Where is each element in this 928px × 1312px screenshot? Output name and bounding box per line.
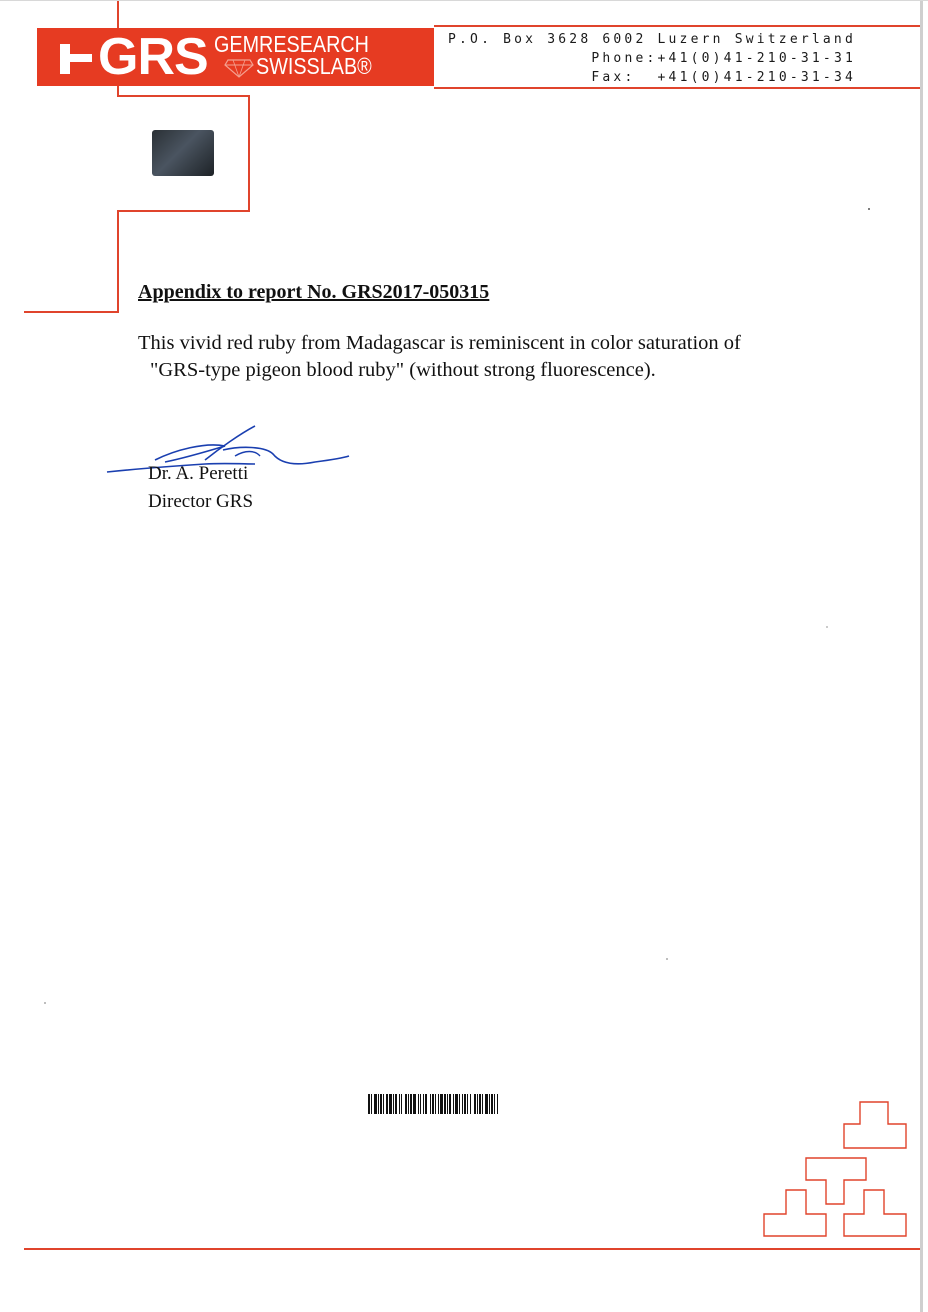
fax-line: Fax: +41(0)41-210-31-34 bbox=[591, 70, 856, 85]
frame-line-left-lower bbox=[117, 210, 119, 313]
frame-line-header-bottom bbox=[434, 87, 922, 89]
contact-address-block bbox=[448, 30, 856, 87]
scan-speck bbox=[826, 626, 828, 628]
frame-line-box-right bbox=[248, 95, 250, 212]
address-line: P.O. Box 3628 6002 Luzern Switzerland bbox=[448, 32, 856, 47]
swiss-cross-icon bbox=[60, 40, 94, 74]
frame-line-left-top bbox=[117, 0, 119, 28]
page-edge-shadow bbox=[920, 0, 923, 1312]
frame-line-box-top bbox=[117, 95, 250, 97]
paragraph-line: "GRS-type pigeon blood ruby" (without strong fluorescence). bbox=[150, 359, 656, 381]
diamond-icon bbox=[224, 58, 254, 78]
scan-speck bbox=[666, 958, 668, 960]
scan-speck bbox=[868, 208, 870, 210]
appendix-title: Appendix to report No. GRS2017-050315 bbox=[138, 281, 490, 303]
signatory-title: Director GRS bbox=[148, 491, 254, 512]
barcode bbox=[368, 1094, 499, 1114]
frame-line-box-bottom bbox=[117, 210, 250, 212]
frame-line-footer bbox=[24, 1248, 922, 1250]
paragraph-line: This vivid red ruby from Madagascar is reminiscent in color saturation of bbox=[138, 332, 741, 354]
appendix-paragraph bbox=[138, 330, 838, 384]
hologram-security-sticker bbox=[152, 130, 214, 176]
grs-corner-pattern-icon bbox=[760, 1098, 910, 1240]
logo-subtitle-gemresearch: GEMRESEARCH bbox=[214, 31, 369, 57]
barcode-bar bbox=[498, 1094, 499, 1114]
frame-line-side-rule bbox=[24, 311, 119, 313]
frame-line-top bbox=[434, 25, 922, 27]
signatory-block bbox=[148, 460, 253, 516]
logo-text: GRS bbox=[98, 28, 208, 86]
page-edge-shadow-top bbox=[0, 0, 928, 1]
phone-line: Phone:+41(0)41-210-31-31 bbox=[591, 51, 856, 66]
scan-speck bbox=[44, 1002, 46, 1004]
signatory-name: Dr. A. Peretti bbox=[148, 463, 249, 484]
logo-subtitle-swisslab: SWISSLAB® bbox=[256, 53, 372, 79]
